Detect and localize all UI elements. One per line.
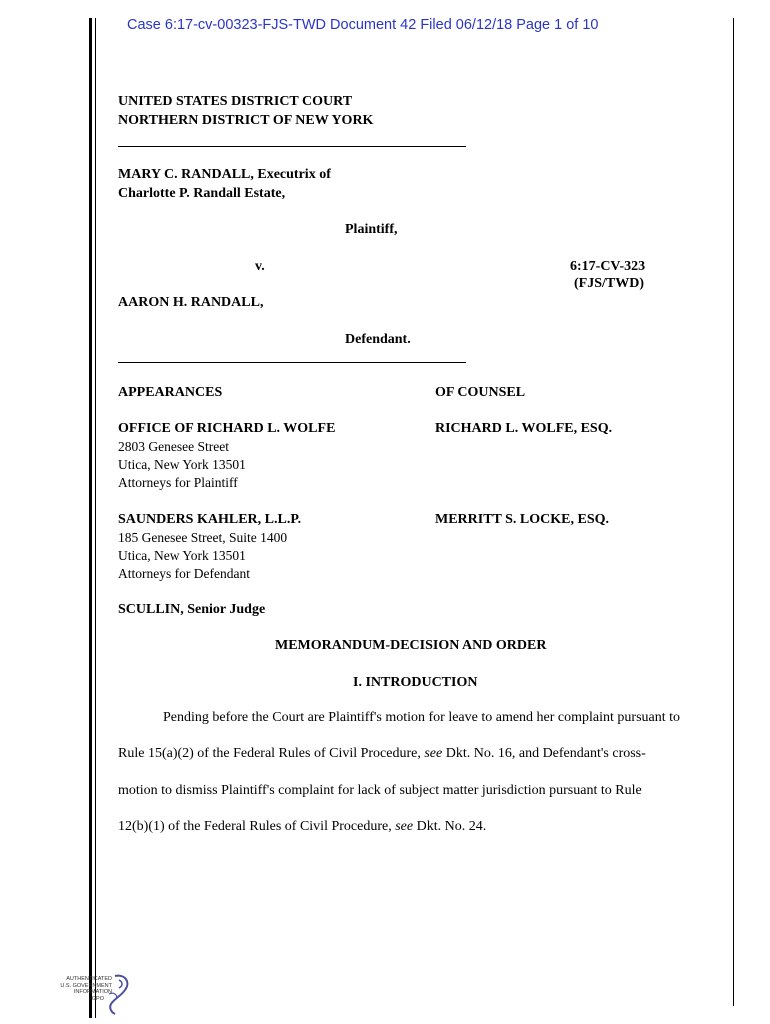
body-line-4-text-b: Dkt. No. 24. [413, 819, 487, 834]
gpo-eagle-icon [95, 972, 135, 1016]
gpo-authentication-seal [40, 972, 135, 1016]
body-line-1: Pending before the Court are Plaintiff's motion for leave to amend her complaint pursuant to [163, 710, 681, 725]
left-margin-bar [89, 18, 92, 1018]
body-line-2-see: see [424, 746, 443, 761]
section-heading: I. INTRODUCTION [353, 675, 478, 690]
gpo-seal-line4: GPO [91, 995, 104, 1002]
plaintiff-firm-address1: 2803 Genesee Street [118, 439, 229, 454]
caption-rule-top [118, 146, 466, 147]
defendant-role: Defendant. [345, 332, 411, 347]
gpo-seal-line2: U.S. GOVERNMENT [60, 982, 112, 989]
plaintiff-firm: OFFICE OF RICHARD L. WOLFE [118, 421, 336, 436]
court-name-line1: UNITED STATES DISTRICT COURT [118, 94, 353, 109]
body-line-4-text-a: 12(b)(1) of the Federal Rules of Civil Procedure, [118, 819, 396, 834]
body-line-2 [118, 746, 646, 762]
judge-initials: (FJS/TWD) [574, 276, 644, 291]
body-line-2-text-b: Dkt. No. 16, and Defendant's cross- [442, 746, 646, 761]
defendant-firm-address2: Utica, New York 13501 [118, 548, 246, 563]
caption-rule-bottom [118, 362, 466, 363]
plaintiff-name-line2: Charlotte P. Randall Estate, [118, 186, 286, 201]
defendant-firm-role: Attorneys for Defendant [118, 566, 250, 581]
defendant-firm: SAUNDERS KAHLER, L.L.P. [118, 512, 302, 527]
plaintiff-role: Plaintiff, [345, 222, 398, 237]
plaintiff-name-line1: MARY C. RANDALL, Executrix of [118, 167, 331, 182]
case-header-stamp: Case 6:17-cv-00323-FJS-TWD Document 42 Filed 06/12/18 Page 1 of 10 [127, 17, 599, 33]
plaintiff-firm-role: Attorneys for Plaintiff [118, 475, 238, 490]
plaintiff-counsel: RICHARD L. WOLFE, ESQ. [435, 421, 613, 436]
body-line-4 [118, 819, 486, 835]
case-number: 6:17-CV-323 [570, 259, 646, 274]
body-line-2-text-a: Rule 15(a)(2) of the Federal Rules of Civil Procedure, [118, 746, 425, 761]
document-title: MEMORANDUM-DECISION AND ORDER [275, 638, 547, 653]
appearances-heading: APPEARANCES [118, 385, 223, 400]
body-line-3: motion to dismiss Plaintiff's complaint for lack of subject matter jurisdiction pursuant to Rule [118, 783, 642, 798]
body-line-4-see: see [395, 819, 414, 834]
defendant-name: AARON H. RANDALL, [118, 295, 264, 310]
left-margin-bar-thin [95, 18, 96, 1018]
of-counsel-heading: OF COUNSEL [435, 385, 526, 400]
defendant-counsel: MERRITT S. LOCKE, ESQ. [435, 512, 610, 527]
court-name-line2: NORTHERN DISTRICT OF NEW YORK [118, 113, 374, 128]
judge-line: SCULLIN, Senior Judge [118, 602, 266, 617]
gpo-seal-line1: AUTHENTICATED [66, 976, 112, 982]
gpo-seal-line3: INFORMATION [73, 989, 112, 995]
versus: v. [255, 259, 265, 274]
defendant-firm-address1: 185 Genesee Street, Suite 1400 [118, 530, 288, 545]
right-margin-bar [733, 18, 734, 1006]
plaintiff-firm-address2: Utica, New York 13501 [118, 457, 246, 472]
